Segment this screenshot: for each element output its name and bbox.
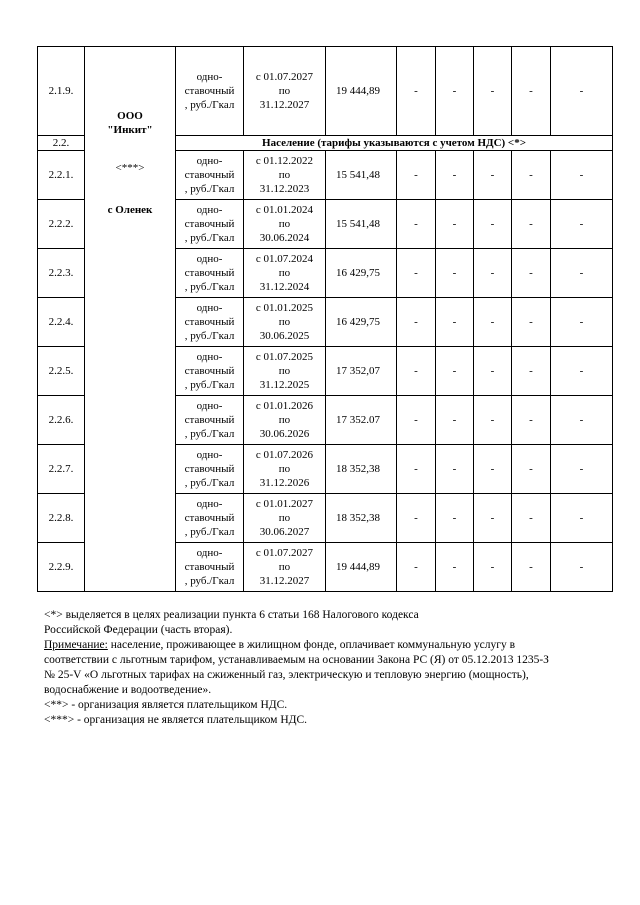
- tariff-type: одно- ставочный , руб./Гкал: [176, 249, 244, 298]
- empty-value: -: [551, 347, 613, 396]
- empty-value: -: [436, 543, 474, 592]
- tariff-period: с 01.01.2026 по 30.06.2026: [244, 396, 326, 445]
- remark-line4: водоснабжение и водоотведение».: [44, 684, 212, 696]
- tariff-type: одно- ставочный , руб./Гкал: [176, 298, 244, 347]
- tariff-period: с 01.07.2025 по 31.12.2025: [244, 347, 326, 396]
- remark-line1: [44, 638, 604, 653]
- empty-value: -: [397, 347, 436, 396]
- empty-value: -: [512, 47, 551, 136]
- tariff-period: с 01.12.2022 по 31.12.2023: [244, 151, 326, 200]
- row-number: 2.2.3.: [38, 249, 85, 298]
- empty-value: -: [512, 200, 551, 249]
- empty-value: -: [397, 494, 436, 543]
- empty-value: -: [512, 445, 551, 494]
- empty-value: -: [474, 543, 512, 592]
- empty-value: -: [474, 347, 512, 396]
- row-number: 2.2.4.: [38, 298, 85, 347]
- empty-value: -: [397, 396, 436, 445]
- footnote-vat-line1: <*> выделяется в целях реализации пункта 6 статьи 168 Налогового кодекса: [44, 609, 419, 621]
- remark-line2: соответствии с льготным тарифом, устанавливаемым на основании Закона РС (Я) от 05.12.2013 1235-З: [44, 654, 549, 666]
- empty-value: -: [474, 47, 512, 136]
- empty-value: -: [551, 249, 613, 298]
- remark-line3: № 25-V «О льготных тарифах на сжиженный газ, электрическую и тепловую энергию (мощность),: [44, 669, 529, 681]
- org-location: с Оленек: [107, 204, 153, 216]
- footnote-vat-payer: <**> - организация является плательщиком НДС.: [44, 699, 288, 711]
- row-number: 2.2.8.: [38, 494, 85, 543]
- tariff-period: с 01.07.2027 по 31.12.2027: [244, 543, 326, 592]
- footnote-vat-line2: Российской Федерации (часть вторая).: [44, 624, 233, 636]
- tariff-value: 19 444,89: [326, 543, 397, 592]
- empty-value: -: [397, 445, 436, 494]
- empty-value: -: [397, 543, 436, 592]
- organization-cell: [85, 47, 176, 592]
- tariff-value: 19 444,89: [326, 47, 397, 136]
- empty-value: -: [474, 445, 512, 494]
- tariff-period: с 01.01.2025 по 30.06.2025: [244, 298, 326, 347]
- empty-value: -: [397, 47, 436, 136]
- tariff-type: одно- ставочный , руб./Гкал: [176, 200, 244, 249]
- section-title: Население (тарифы указываются с учетом НДС) <*>: [176, 136, 613, 151]
- empty-value: -: [551, 200, 613, 249]
- empty-value: -: [474, 151, 512, 200]
- empty-value: -: [436, 200, 474, 249]
- tariff-value: 18 352,38: [326, 445, 397, 494]
- tariff-period: с 01.01.2024 по 30.06.2024: [244, 200, 326, 249]
- org-name-line2: "Инкит": [107, 124, 153, 136]
- row-number: 2.1.9.: [38, 47, 85, 136]
- empty-value: -: [397, 151, 436, 200]
- tariff-period: с 01.01.2027 по 30.06.2027: [244, 494, 326, 543]
- row-number: 2.2.1.: [38, 151, 85, 200]
- tariff-value: 17 352,07: [326, 347, 397, 396]
- remark-label: Примечание:: [44, 639, 108, 651]
- empty-value: -: [474, 249, 512, 298]
- tariff-type: одно- ставочный , руб./Гкал: [176, 543, 244, 592]
- empty-value: -: [551, 543, 613, 592]
- tariff-type: одно- ставочный , руб./Гкал: [176, 445, 244, 494]
- empty-value: -: [551, 298, 613, 347]
- tariff-value: 16 429,75: [326, 249, 397, 298]
- tariff-period: с 01.07.2024 по 31.12.2024: [244, 249, 326, 298]
- empty-value: -: [551, 47, 613, 136]
- empty-value: -: [436, 396, 474, 445]
- org-vat-mark: <***>: [115, 162, 145, 174]
- empty-value: -: [512, 151, 551, 200]
- row-number: 2.2.7.: [38, 445, 85, 494]
- footnotes: [44, 608, 604, 728]
- empty-value: -: [512, 249, 551, 298]
- empty-value: -: [436, 249, 474, 298]
- tariff-value: 17 352.07: [326, 396, 397, 445]
- empty-value: -: [436, 347, 474, 396]
- tariff-type: одно- ставочный , руб./Гкал: [176, 151, 244, 200]
- empty-value: -: [474, 396, 512, 445]
- empty-value: -: [474, 200, 512, 249]
- row-number: 2.2.5.: [38, 347, 85, 396]
- empty-value: -: [436, 298, 474, 347]
- tariff-value: 18 352,38: [326, 494, 397, 543]
- remark-text: население, проживающее в жилищном фонде, оплачивает коммунальную услугу в: [107, 639, 516, 651]
- tariff-value: 15 541,48: [326, 151, 397, 200]
- org-name-line1: ООО: [117, 110, 143, 122]
- row-number: 2.2.2.: [38, 200, 85, 249]
- tariff-period: с 01.07.2027 по 31.12.2027: [244, 47, 326, 136]
- section-number: 2.2.: [38, 136, 85, 151]
- empty-value: -: [474, 494, 512, 543]
- tariff-period: с 01.07.2026 по 31.12.2026: [244, 445, 326, 494]
- empty-value: -: [436, 445, 474, 494]
- tariff-type: одно- ставочный , руб./Гкал: [176, 494, 244, 543]
- empty-value: -: [474, 298, 512, 347]
- empty-value: -: [512, 347, 551, 396]
- tariff-type: одно- ставочный , руб./Гкал: [176, 396, 244, 445]
- tariff-table: [37, 46, 613, 592]
- empty-value: -: [436, 47, 474, 136]
- empty-value: -: [436, 494, 474, 543]
- tariff-value: 16 429,75: [326, 298, 397, 347]
- empty-value: -: [512, 543, 551, 592]
- empty-value: -: [551, 494, 613, 543]
- empty-value: -: [551, 151, 613, 200]
- footnote-non-vat-payer: <***> - организация не является плательщиком НДС.: [44, 714, 308, 726]
- empty-value: -: [551, 445, 613, 494]
- row-number: 2.2.9.: [38, 543, 85, 592]
- empty-value: -: [397, 298, 436, 347]
- tariff-type: одно- ставочный , руб./Гкал: [176, 347, 244, 396]
- empty-value: -: [397, 200, 436, 249]
- tariff-type: одно- ставочный , руб./Гкал: [176, 47, 244, 136]
- empty-value: -: [551, 396, 613, 445]
- empty-value: -: [436, 151, 474, 200]
- row-number: 2.2.6.: [38, 396, 85, 445]
- empty-value: -: [512, 396, 551, 445]
- table-row: [38, 47, 613, 136]
- tariff-value: 15 541,48: [326, 200, 397, 249]
- empty-value: -: [397, 249, 436, 298]
- empty-value: -: [512, 494, 551, 543]
- empty-value: -: [512, 298, 551, 347]
